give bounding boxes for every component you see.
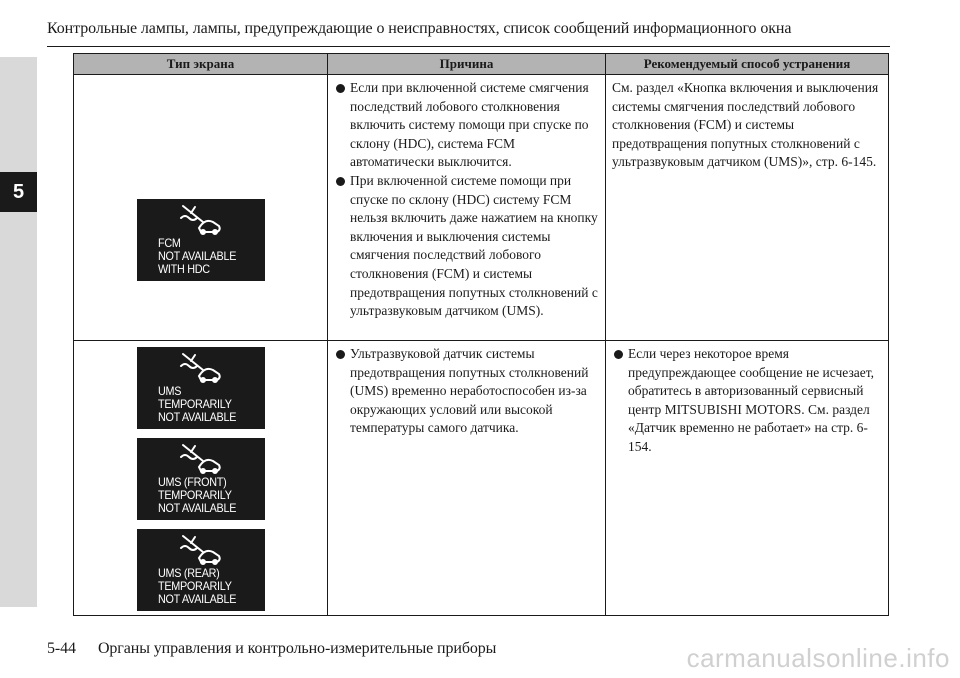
chapter-sidebar	[0, 57, 37, 607]
screen-message: UMS TEMPORARILY NOT AVAILABLE	[157, 384, 236, 424]
list-item	[334, 79, 599, 172]
list-item	[612, 345, 882, 457]
chapter-tab: 5	[0, 172, 37, 212]
screen-message: FCM NOT AVAILABLE WITH HDC	[157, 236, 236, 276]
collision-warning-off-icon	[177, 204, 225, 236]
collision-warning-off-icon	[177, 443, 225, 475]
list-item	[334, 345, 599, 438]
screen-cell	[74, 341, 328, 616]
cause-cell	[328, 75, 606, 341]
column-header-screen-type: Тип экрана	[74, 54, 328, 75]
bullet-icon	[336, 84, 345, 93]
remedy-text: Если через некоторое время предупреждающее сообщение не исчезает, обратитесь в авторизованный сервисный центр MITSUBISHI MOTORS. См. раздел «Датчик временно не работает» на стр. 6-154.	[628, 346, 875, 454]
table-header-row	[74, 54, 889, 75]
page-header: Контрольные лампы, лампы, предупреждающие о неисправностях, список сообщений информационного окна	[47, 20, 792, 37]
section-title: Органы управления и контрольно-измерительные приборы	[97, 640, 497, 657]
watermark: carmanualsonline.info	[686, 643, 950, 673]
cause-text: Если при включенной системе смягчения последствий лобового столкновения включить систему помощи при спуске по склону (HDC), система FCM автоматически выключится.	[350, 80, 589, 170]
screen-cell	[74, 75, 328, 341]
display-screen	[137, 438, 265, 520]
column-header-remedy: Рекомендуемый способ устранения	[606, 54, 889, 75]
bullet-icon	[336, 350, 345, 359]
collision-warning-off-icon	[177, 534, 225, 566]
display-screen	[137, 199, 265, 281]
cause-cell	[328, 341, 606, 616]
table-row	[74, 341, 889, 616]
page-footer	[47, 640, 496, 658]
display-screen	[137, 347, 265, 429]
table-row	[74, 75, 889, 341]
list-item	[334, 172, 599, 321]
cause-text: При включенной системе помощи при спуске по склону (HDC) систему FCM нельзя включить даже нажатием на кнопку включения и выключения системы смягчения последствий лобового столкновения (FCM) и системы предотвращения попутных столкновений с ультразвуковым датчиком (UMS).	[350, 172, 598, 319]
display-screen	[137, 529, 265, 611]
header-rule	[47, 46, 890, 47]
remedy-cell	[606, 75, 889, 341]
remedy-text: См. раздел «Кнопка включения и выключения системы смягчения последствий лобового столкновения (FCM) и системы предотвращения попутных столкновений с ультразвуковым датчиком (UMS)», стр. 6-145.	[612, 80, 879, 170]
screen-message: UMS (REAR) TEMPORARILY NOT AVAILABLE	[157, 566, 236, 606]
messages-table	[73, 53, 889, 616]
bullet-icon	[336, 177, 345, 186]
screen-message: UMS (FRONT) TEMPORARILY NOT AVAILABLE	[157, 475, 236, 515]
collision-warning-off-icon	[177, 352, 225, 384]
column-header-cause: Причина	[328, 54, 606, 75]
remedy-cell	[606, 341, 889, 616]
cause-text: Ультразвуковой датчик системы предотвращения попутных столкновений (UMS) временно неработоспособен из-за окружающих условий или высокой температуры самого датчика.	[350, 346, 589, 436]
page-number: 5-44	[47, 640, 76, 657]
bullet-icon	[614, 350, 623, 359]
